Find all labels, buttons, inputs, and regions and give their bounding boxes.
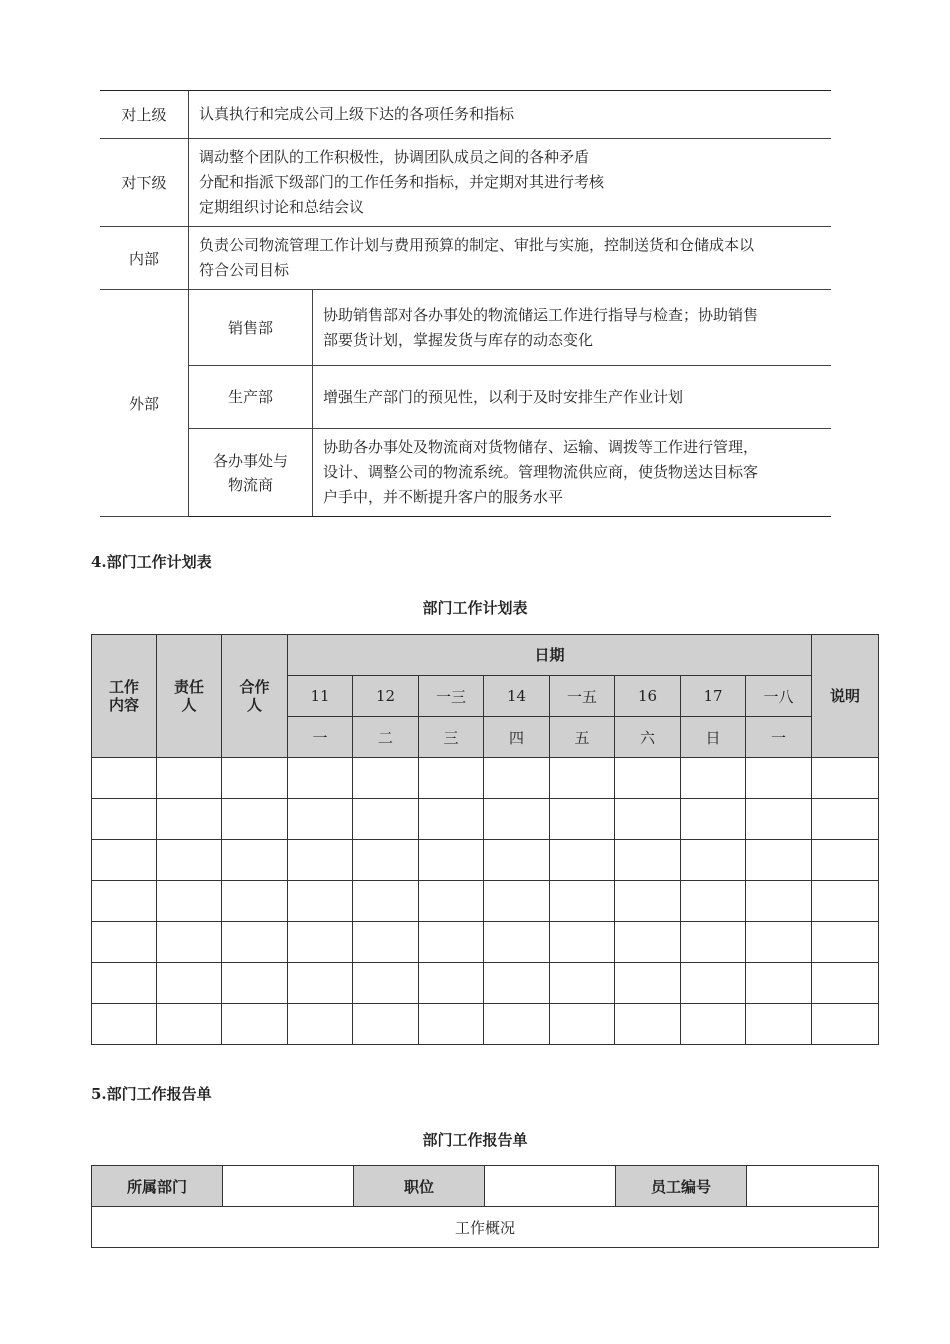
plan-row (92, 758, 879, 799)
work-report-table (91, 1165, 879, 1248)
work-overview: 工作概况 (92, 1207, 879, 1248)
date-cell: 14 (484, 676, 550, 717)
plan-cell[interactable] (157, 758, 222, 799)
plan-cell[interactable] (550, 1004, 615, 1045)
dept-value-cell[interactable] (223, 1166, 354, 1207)
header-note: 说明 (812, 635, 879, 758)
sub-line: 各办事处与 (212, 451, 288, 470)
plan-cell[interactable] (550, 922, 615, 963)
sub-line: 生产部 (227, 388, 273, 406)
sub-line: 销售部 (227, 318, 273, 337)
plan-row (92, 1004, 879, 1045)
plan-cell[interactable] (92, 881, 157, 922)
plan-cell[interactable] (353, 799, 419, 840)
plan-cell[interactable] (157, 840, 222, 881)
plan-cell[interactable] (484, 922, 550, 963)
plan-row (92, 881, 879, 922)
employee-number-value-cell[interactable] (747, 1166, 879, 1207)
header-work-content (92, 635, 157, 758)
position-label: 职位 (354, 1166, 485, 1207)
plan-cell[interactable] (550, 840, 615, 881)
plan-cell[interactable] (681, 922, 746, 963)
plan-cell[interactable] (222, 840, 288, 881)
internal-line: 符合公司目标 (199, 261, 290, 279)
work-plan-table (91, 634, 879, 1045)
weekday-cell: 四 (484, 717, 550, 758)
plan-cell[interactable] (419, 922, 484, 963)
plan-cell[interactable] (92, 1004, 157, 1045)
date-cell: 一八 (746, 676, 812, 717)
plan-cell[interactable] (550, 799, 615, 840)
plan-cell[interactable] (484, 963, 550, 1004)
internal-label: 内部 (100, 227, 189, 290)
lower-line: 分配和指派下级部门的工作任务和指标，并定期对其进行考核 (199, 173, 605, 191)
header-date: 日期 (288, 635, 812, 676)
plan-row (92, 922, 879, 963)
plan-cell[interactable] (615, 758, 681, 799)
plan-cell[interactable] (681, 881, 746, 922)
plan-cell[interactable] (681, 963, 746, 1004)
plan-cell[interactable] (157, 963, 222, 1004)
plan-cell[interactable] (746, 922, 812, 963)
weekday-cell: 五 (550, 717, 615, 758)
lower-label: 对下级 (100, 139, 189, 227)
lower-line: 调动整个团队的工作积极性，协调团队成员之间的各种矛盾 (199, 148, 590, 166)
plan-cell[interactable] (92, 963, 157, 1004)
plan-cell[interactable] (812, 963, 879, 1004)
external-sub-sales (189, 290, 313, 366)
header-line: 责任 (173, 678, 204, 696)
plan-cell[interactable] (746, 881, 812, 922)
external-text-production (313, 366, 832, 429)
plan-cell[interactable] (419, 963, 484, 1004)
plan-cell[interactable] (288, 799, 353, 840)
plan-cell[interactable] (484, 758, 550, 799)
date-cell: 12 (353, 676, 419, 717)
plan-row (92, 799, 879, 840)
plan-cell[interactable] (681, 1004, 746, 1045)
plan-cell[interactable] (353, 758, 419, 799)
plan-cell[interactable] (353, 1004, 419, 1045)
plan-cell[interactable] (812, 799, 879, 840)
plan-cell[interactable] (550, 963, 615, 1004)
plan-cell[interactable] (746, 963, 812, 1004)
dept-label: 所属部门 (92, 1166, 223, 1207)
plan-cell[interactable] (746, 1004, 812, 1045)
external-line: 增强生产部门的预见性，以利于及时安排生产作业计划 (323, 387, 684, 406)
weekday-cell: 一 (746, 717, 812, 758)
header-line: 人 (181, 696, 197, 714)
external-sub-production (189, 366, 313, 429)
plan-body (92, 758, 879, 1045)
weekday-cell: 一 (288, 717, 353, 758)
plan-cell[interactable] (615, 840, 681, 881)
header-owner (157, 635, 222, 758)
plan-cell[interactable] (222, 758, 288, 799)
header-line: 工作 (108, 678, 139, 696)
plan-cell[interactable] (92, 840, 157, 881)
weekday-cell: 三 (419, 717, 484, 758)
header-line: 人 (246, 696, 262, 714)
header-partner (222, 635, 288, 758)
external-line: 户手中，并不断提升客户的服务水平 (323, 488, 564, 506)
plan-cell[interactable] (681, 799, 746, 840)
weekday-cell: 二 (353, 717, 419, 758)
plan-row (92, 963, 879, 1004)
plan-cell[interactable] (812, 881, 879, 922)
plan-cell[interactable] (746, 840, 812, 881)
plan-cell[interactable] (222, 963, 288, 1004)
plan-cell[interactable] (419, 758, 484, 799)
external-text-sales (313, 290, 832, 366)
plan-cell[interactable] (746, 799, 812, 840)
external-line: 协助销售部对各办事处的物流储运工作进行指导与检查；协助销售 (323, 305, 759, 324)
external-text-offices (313, 429, 832, 517)
plan-cell[interactable] (92, 922, 157, 963)
plan-cell[interactable] (222, 881, 288, 922)
external-line: 部要货计划，掌握发货与库存的动态变化 (323, 330, 594, 349)
plan-cell[interactable] (812, 1004, 879, 1045)
plan-cell[interactable] (550, 881, 615, 922)
date-cell: 11 (288, 676, 353, 717)
date-cell: 一五 (550, 676, 615, 717)
plan-cell[interactable] (615, 881, 681, 922)
plan-cell[interactable] (288, 963, 353, 1004)
plan-cell[interactable] (615, 1004, 681, 1045)
plan-cell[interactable] (681, 840, 746, 881)
plan-cell[interactable] (157, 1004, 222, 1045)
plan-cell[interactable] (484, 799, 550, 840)
plan-cell[interactable] (157, 799, 222, 840)
plan-cell[interactable] (419, 1004, 484, 1045)
plan-cell[interactable] (288, 1004, 353, 1045)
plan-cell[interactable] (92, 758, 157, 799)
external-sub-offices (189, 429, 313, 517)
plan-cell[interactable] (222, 799, 288, 840)
date-cell: 一三 (419, 676, 484, 717)
upper-text: 认真执行和完成公司上级下达的各项任务和指标 (189, 91, 832, 139)
plan-cell[interactable] (419, 840, 484, 881)
plan-cell[interactable] (550, 758, 615, 799)
section5-heading: 5.部门工作报告单 (91, 1085, 212, 1103)
plan-cell[interactable] (615, 963, 681, 1004)
plan-cell[interactable] (419, 799, 484, 840)
external-label: 外部 (100, 290, 189, 517)
plan-cell[interactable] (353, 963, 419, 1004)
internal-text (189, 227, 832, 290)
plan-cell[interactable] (157, 922, 222, 963)
weekday-cell: 六 (615, 717, 681, 758)
plan-cell[interactable] (288, 881, 353, 922)
plan-cell[interactable] (288, 840, 353, 881)
weekday-cell: 日 (681, 717, 746, 758)
plan-cell[interactable] (288, 758, 353, 799)
plan-cell[interactable] (353, 881, 419, 922)
header-line: 内容 (108, 696, 139, 714)
header-line: 合作 (239, 678, 270, 696)
plan-cell[interactable] (615, 922, 681, 963)
plan-cell[interactable] (484, 840, 550, 881)
upper-label: 对上级 (100, 91, 189, 139)
plan-row (92, 840, 879, 881)
plan-cell[interactable] (222, 1004, 288, 1045)
lower-line: 定期组织讨论和总结会议 (199, 198, 365, 216)
plan-cell[interactable] (484, 881, 550, 922)
external-line: 设计、调整公司的物流系统。管理物流供应商，使货物送达目标客 (323, 463, 759, 481)
lower-text (189, 139, 832, 227)
sub-line: 物流商 (227, 475, 273, 494)
section5-caption: 部门工作报告单 (422, 1131, 528, 1149)
plan-cell[interactable] (353, 922, 419, 963)
section4-caption: 部门工作计划表 (422, 599, 528, 617)
plan-cell[interactable] (288, 922, 353, 963)
plan-cell[interactable] (681, 758, 746, 799)
plan-cell[interactable] (92, 799, 157, 840)
plan-cell[interactable] (353, 840, 419, 881)
external-line: 协助各办事处及物流商对货物储存、运输、调拨等工作进行管理， (323, 438, 759, 456)
plan-cell[interactable] (419, 881, 484, 922)
plan-cell[interactable] (157, 881, 222, 922)
date-cell: 16 (615, 676, 681, 717)
plan-cell[interactable] (812, 840, 879, 881)
plan-cell[interactable] (746, 758, 812, 799)
plan-cell[interactable] (812, 758, 879, 799)
plan-cell[interactable] (812, 922, 879, 963)
position-value-cell[interactable] (485, 1166, 616, 1207)
plan-cell[interactable] (222, 922, 288, 963)
plan-cell[interactable] (484, 1004, 550, 1045)
date-cell: 17 (681, 676, 746, 717)
employee-number-label: 员工编号 (616, 1166, 747, 1207)
internal-line: 负责公司物流管理工作计划与费用预算的制定、审批与实施，控制送货和仓储成本以 (199, 236, 755, 254)
relations-table (100, 90, 831, 517)
plan-cell[interactable] (615, 799, 681, 840)
section4-heading: 4.部门工作计划表 (91, 553, 212, 571)
